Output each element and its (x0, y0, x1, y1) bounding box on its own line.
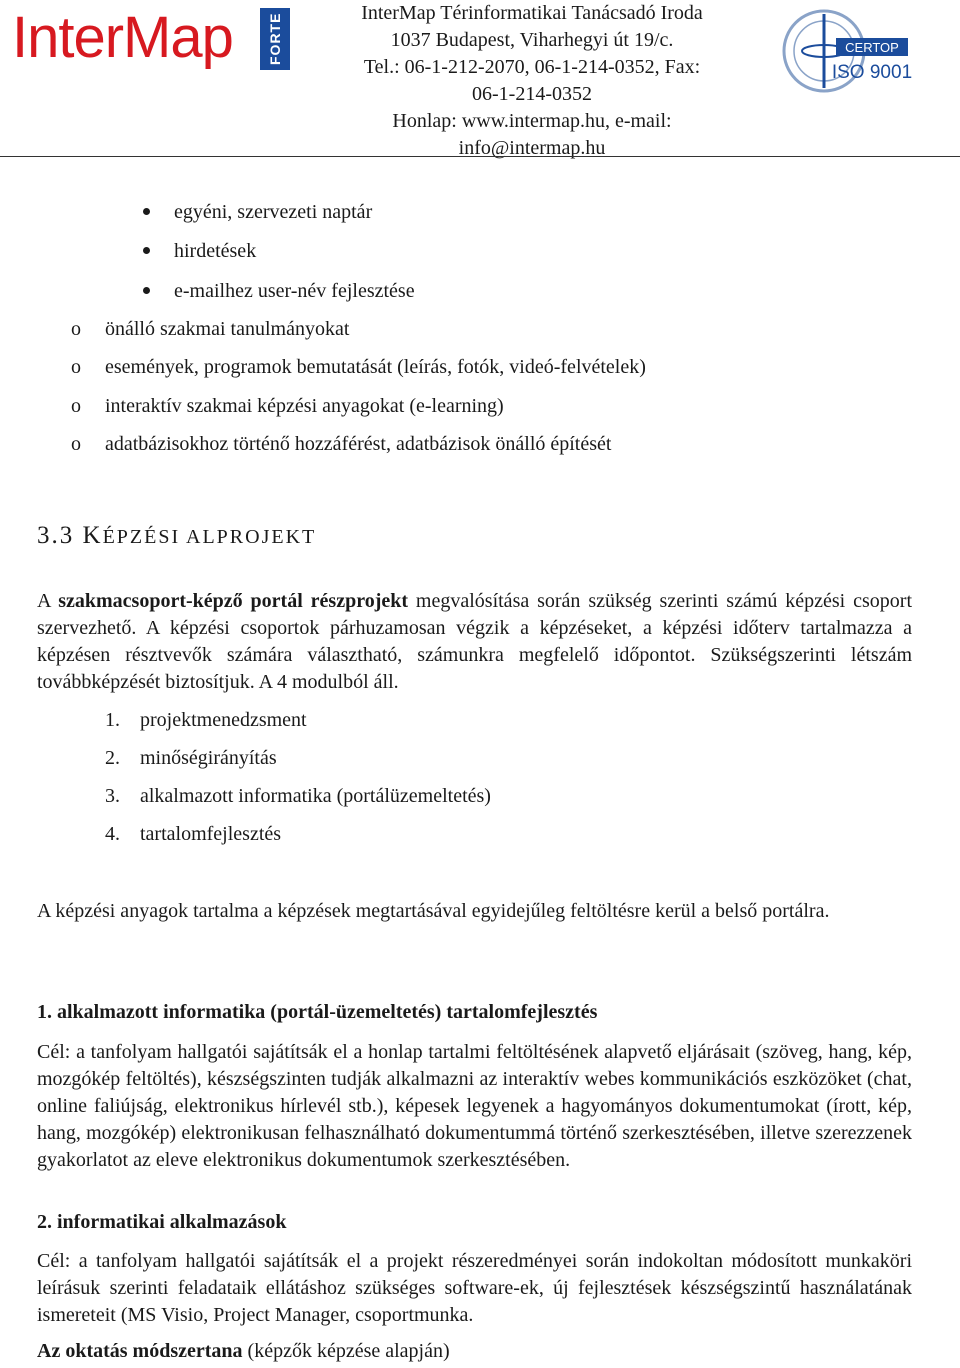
method-title: Az oktatás módszertana (37, 1340, 243, 1362)
intermap-logo (12, 6, 292, 72)
o-list-item: önálló szakmai tanulmányokat (105, 318, 350, 340)
bullet-item: hirdetések (174, 240, 257, 262)
bullet-item: e-mailhez user-név fejlesztése (174, 280, 415, 302)
subsection-body-1: Cél: a tanfolyam hallgatói sajátítsák el a honlap tartalmi feltöltésének alapvető eljárásait (szöveg, hang, kép, mozgókép feltöltés), készségszinten tudják alkalmazni az interaktív webes kommunikációs eszközöket (chat, online faliújság, elektronikus hírlevél stb.), képesek legyenek a hagyományos dokumentumokat (írott, kép, hang, mozgókép) elektronikusan felhasználható dokumentummá történő szerkesztésében, illetve szerezzenek gyakorlatot az eleve elektronikus dokumentumok szerkesztésében. (37, 1041, 912, 1171)
bullet-icon (143, 208, 150, 215)
o-list-item: adatbázisokhoz történő hozzáférést, adatbázisok önálló építését (105, 433, 612, 455)
company-phone: Tel.: 06-1-212-2070, 06-1-214-0352, Fax: (363, 56, 701, 78)
company-address: 1037 Budapest, Viharhegyi út 19/c. (390, 29, 674, 51)
page-header (0, 0, 960, 158)
intro-paragraph (37, 588, 912, 696)
materials-paragraph: A képzési anyagok tartalma a képzések megtartásával egyidejűleg feltöltésre kerül a belső portálra. (37, 900, 830, 922)
company-fax: 06-1-214-0352 (472, 83, 592, 105)
para-text: megvalósítása során szükség szerinti számú képzési csoport szervezhető. A képzési csoportok párhuzamosan végzik a képzéseket, a képzési időterv tartalmazza a képzésen résztvevők számára választható, számunkra megfelelő időpontot. Szükségszerinti létszám továbbképzését biztosítjuk. A 4 modulból áll. (37, 590, 913, 693)
company-info (306, 0, 758, 162)
logo-text: InterMap (12, 5, 233, 70)
o-list-item: interaktív szakmai képzési anyagokat (e-learning) (105, 395, 504, 417)
header-divider (0, 156, 960, 157)
company-name: InterMap Térinformatikai Tanácsadó Iroda (361, 2, 703, 24)
section-title-rest: ÉPZÉSI ALPROJEKT (102, 526, 317, 548)
iso-certification-badge (780, 6, 912, 96)
section-number: 3.3 (37, 522, 75, 549)
section-title-initial: K (82, 522, 103, 549)
o-bullet-mark: o (71, 356, 81, 378)
cert-label: CERTOP (845, 40, 899, 55)
certop-iso-seal-icon (780, 6, 912, 96)
module-number: 4. (105, 823, 120, 845)
iso-label: ISO 9001 (831, 62, 912, 83)
logo-forte-label: FORTE (260, 8, 290, 70)
module-label: alkalmazott informatika (portálüzemeltetés) (140, 785, 491, 807)
company-website: Honlap: www.intermap.hu, e-mail: (392, 110, 672, 132)
module-label: tartalomfejlesztés (140, 823, 282, 845)
section-heading (37, 522, 316, 550)
o-bullet-mark: o (71, 433, 81, 455)
o-bullet-mark: o (71, 318, 81, 340)
company-email: info@intermap.hu (458, 137, 606, 159)
subsection-heading-2: 2. informatikai alkalmazások (37, 1211, 287, 1233)
bullet-item: egyéni, szervezeti naptár (174, 201, 373, 223)
o-list-item: események, programok bemutatását (leírás, fotók, videó-felvételek) (105, 356, 646, 378)
module-number: 1. (105, 709, 120, 731)
bullet-icon (143, 247, 150, 254)
method-line (37, 1340, 450, 1363)
module-label: minőségirányítás (140, 747, 277, 769)
o-bullet-mark: o (71, 395, 81, 417)
subsection-heading-1: 1. alkalmazott informatika (portál-üzemeltetés) tartalomfejlesztés (37, 1001, 598, 1023)
module-label: projektmenedzsment (140, 709, 307, 731)
bullet-icon (143, 287, 150, 294)
method-note: (képzők képzése alapján) (247, 1340, 450, 1362)
module-number: 2. (105, 747, 120, 769)
para-bold-term: szakmacsoport-képző portál részprojekt (58, 590, 409, 612)
module-number: 3. (105, 785, 120, 807)
subsection-body-2: Cél: a tanfolyam hallgatói sajátítsák el a projekt részeredményei során indokoltan módosított munkaköri leírásuk szerinti feladataik ellátáshoz szükséges software-ek, új fejlesztések készségszintű használatának ismereteit (MS Visio, Project Manager, csoportmunka. (37, 1250, 912, 1326)
para-lead: A (37, 590, 51, 612)
